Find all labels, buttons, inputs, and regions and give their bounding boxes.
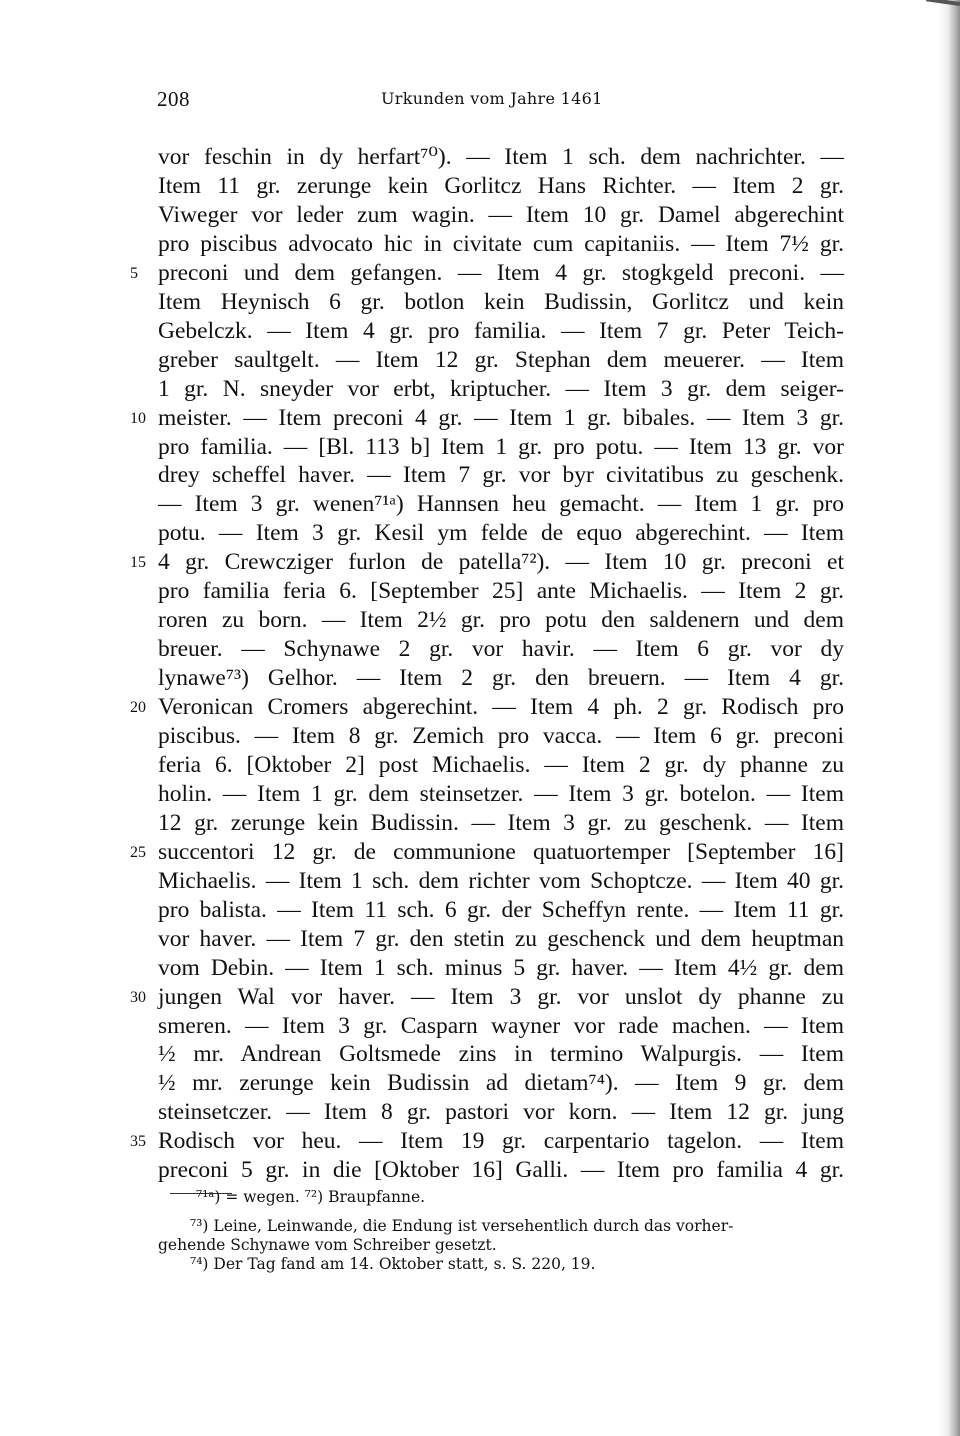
footnote-73-line-1: ⁷³) Leine, Leinwande, die Endung ist versehentlich durch das vorher- [190, 1217, 734, 1235]
page-edge-shadow [938, 0, 960, 1436]
body-line: ½ mr. zerunge kein Budissin ad dietam⁷⁴). — Item 9 gr. dem [158, 1070, 844, 1097]
line-number: 20 [130, 699, 146, 717]
footnote-74: ⁷⁴) Der Tag fand am 14. Oktober statt, s. S. 220, 19. [190, 1255, 596, 1273]
line-number: 5 [130, 264, 138, 282]
body-line: Rodisch vor heu. — Item 19 gr. carpentario tagelon. — Item [158, 1128, 844, 1155]
body-line: potu. — Item 3 gr. Kesil ym felde de equo abgerechint. — Item [158, 520, 844, 547]
line-number: 15 [130, 554, 146, 572]
body-line: feria 6. [Oktober 2] post Michaelis. — Item 2 gr. dy phanne zu [158, 751, 844, 778]
body-line: breuer. — Schynawe 2 gr. vor havir. — Item 6 gr. vor dy [158, 636, 844, 663]
line-number: 30 [130, 988, 146, 1006]
line-number: 35 [130, 1133, 146, 1151]
body-line: roren zu born. — Item 2½ gr. pro potu den saldenern und dem [158, 607, 844, 634]
running-head: Urkunden vom Jahre 1461 [381, 89, 603, 108]
body-line: 4 gr. Crewcziger furlon de patella⁷²). — Item 10 gr. preconi et [158, 549, 844, 576]
body-line: vor feschin in dy herfart⁷⁰). — Item 1 sch. dem nachrichter. — [158, 144, 844, 170]
body-line: Michaelis. — Item 1 sch. dem richter vom Schoptcze. — Item 40 gr. [158, 867, 844, 894]
body-line: holin. — Item 1 gr. dem steinsetzer. — Item 3 gr. botelon. — Item [158, 780, 844, 807]
body-line: 1 gr. N. sneyder vor erbt, kriptucher. — Item 3 gr. dem seiger- [158, 375, 844, 402]
body-line: — Item 3 gr. wenen⁷¹ᵃ) Hannsen heu gemacht. — Item 1 gr. pro [158, 491, 844, 518]
body-line: Gebelczk. — Item 4 gr. pro familia. — Item 7 gr. Peter Teich- [158, 317, 844, 344]
body-line: succentori 12 gr. de communione quatuortemper [September 16] [158, 838, 844, 865]
body-line: vor haver. — Item 7 gr. den stetin zu geschenck und dem heuptman [158, 925, 844, 952]
body-line: lynawe⁷³) Gelhor. — Item 2 gr. den breuern. — Item 4 gr. [158, 665, 844, 692]
body-line: meister. — Item preconi 4 gr. — Item 1 gr. bibales. — Item 3 gr. [158, 404, 844, 431]
body-line: ½ mr. Andrean Goltsmede zins in termino Walpurgis. — Item [158, 1041, 844, 1068]
body-line: smeren. — Item 3 gr. Casparn wayner vor rade machen. — Item [158, 1012, 844, 1039]
body-line: Veronican Cromers abgerechint. — Item 4 ph. 2 gr. Rodisch pro [158, 694, 844, 721]
body-line: preconi und dem gefangen. — Item 4 gr. stogkgeld preconi. — [158, 259, 844, 286]
body-line: Item Heynisch 6 gr. botlon kein Budissin, Gorlitcz und kein [158, 288, 844, 315]
body-line: Item 11 gr. zerunge kein Gorlitcz Hans Richter. — Item 2 gr. [158, 172, 844, 199]
body-line: 12 gr. zerunge kein Budissin. — Item 3 gr. zu geschenk. — Item [158, 809, 844, 836]
line-number: 10 [130, 409, 146, 427]
body-line: Viweger vor leder zum wagin. — Item 10 gr. Damel abgerechint [158, 201, 844, 228]
body-line: drey scheffel haver. — Item 7 gr. vor byr civitatibus zu geschenk. [158, 462, 844, 489]
body-line: piscibus. — Item 8 gr. Zemich pro vacca. — Item 6 gr. preconi [158, 723, 844, 749]
body-line: jungen Wal vor haver. — Item 3 gr. vor unslot dy phanne zu [158, 983, 844, 1010]
body-line: preconi 5 gr. in die [Oktober 16] Galli. — Item pro familia 4 gr. [158, 1157, 844, 1184]
body-line: pro familia feria 6. [September 25] ante Michaelis. — Item 2 gr. [158, 578, 844, 605]
line-number: 25 [130, 843, 146, 861]
body-line: greber saultgelt. — Item 12 gr. Stephan dem meuerer. — Item [158, 346, 844, 373]
body-line: pro familia. — [Bl. 113 b] Item 1 gr. pro potu. — Item 13 gr. vor [158, 433, 844, 460]
footnote-73-line-2: gehende Schynawe vom Schreiber gesetzt. [158, 1236, 497, 1254]
body-line: pro piscibus advocato hic in civitate cum capitaniis. — Item 7½ gr. [158, 230, 844, 257]
body-line: pro balista. — Item 11 sch. 6 gr. der Scheffyn rente. — Item 11 gr. [158, 896, 844, 923]
footnote-71a-72: ⁷¹ᵃ) = wegen. ⁷²) Braupfanne. [196, 1188, 426, 1206]
body-line: steinsetczer. — Item 8 gr. pastori vor korn. — Item 12 gr. jung [158, 1099, 844, 1126]
page-number: 208 [157, 87, 190, 111]
body-line: vom Debin. — Item 1 sch. minus 5 gr. haver. — Item 4½ gr. dem [158, 954, 844, 981]
